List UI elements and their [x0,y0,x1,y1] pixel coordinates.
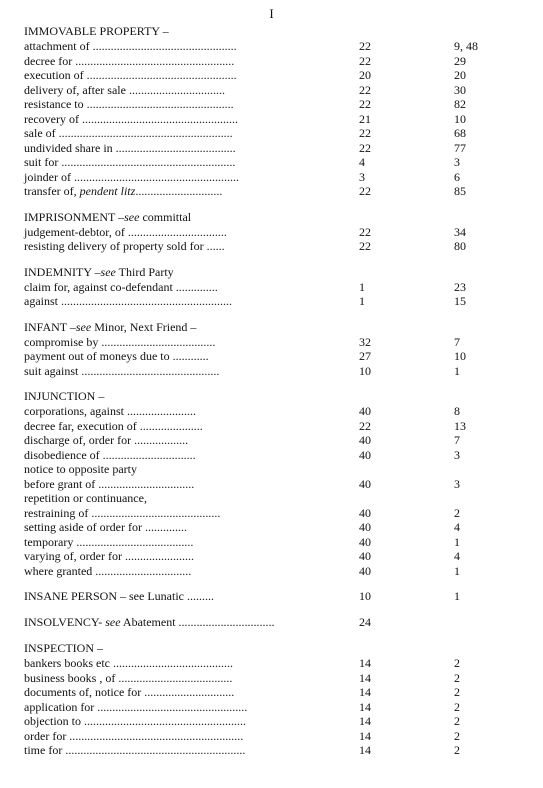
index-entry [24,280,534,295]
entry-chapter-ref: 1 [359,279,365,294]
entry-text: compromise by ...................................... [24,334,216,349]
index-entry [24,520,534,535]
entry-chapter-ref: 22 [359,39,371,53]
index-entry [24,126,534,141]
entry-page-ref: 2 [454,505,460,520]
entry-chapter-ref: 3 [359,169,365,184]
entry-chapter-ref: 40 [359,433,371,447]
index-entry [24,225,534,240]
entry-chapter-ref: 14 [359,699,371,714]
entry-page-ref: 2 [454,685,460,699]
index-entry [24,743,534,758]
section-heading: IMPRISONMENT –see committal [24,209,192,224]
entry-text: objection to ...................................................... [24,714,246,728]
entry-page-ref: 2 [454,743,460,757]
entry-page-ref: 80 [454,239,466,253]
entry-chapter-ref: 10 [359,363,371,378]
index-entry [24,714,534,729]
entry-chapter-ref: 22 [359,184,371,198]
index-entry [24,477,534,492]
index-entry [24,335,534,350]
entry-text: decree far, execution of ..................... [24,418,203,433]
index-section [24,615,534,630]
entry-text: order for .......................................................... [24,728,244,743]
heading-page-ref: 1 [454,589,460,603]
entry-text: suit against .............................................. [24,363,220,378]
index-entry [24,685,534,700]
index-section [24,589,534,604]
page-letter: I [269,6,274,21]
entry-chapter-ref: 27 [359,349,371,363]
heading-chapter-ref: 10 [359,589,371,603]
entry-text: before grant of ................................ [24,476,195,491]
entry-page-ref: 7 [454,433,460,447]
index-section [24,641,534,758]
entry-text: claim for, against co-defendant .............. [24,279,218,294]
entry-text: where granted ................................ [24,563,192,578]
index-entry [24,433,534,448]
index-entry [24,83,534,98]
index-entry [24,364,534,379]
entry-page-ref: 1 [454,363,460,378]
entry-text: disobedience of ............................... [24,447,196,462]
entry-page-ref: 3 [454,476,460,491]
entry-page-ref: 4 [454,520,460,534]
entry-text: suit for .......................................................... [24,155,236,169]
entry-page-ref: 77 [454,140,466,155]
entry-text: business books , of ...................................... [24,670,233,685]
section-heading: INDEMNITY –see Third Party [24,264,174,279]
index-entry [24,68,534,83]
entry-chapter-ref: 20 [359,68,371,82]
index-entry [24,656,534,671]
entry-page-ref: 10 [454,349,466,363]
entry-chapter-ref: 40 [359,563,371,578]
entry-text: repetition or continuance, [24,491,147,505]
entry-page-ref: 15 [454,294,466,308]
index-entry [24,506,534,521]
section-heading: INFANT –see Minor, Next Friend – [24,319,197,334]
entry-page-ref: 2 [454,699,460,714]
entry-chapter-ref: 22 [359,418,371,433]
index-entry [24,491,534,506]
entry-text: resisting delivery of property sold for ...... [24,239,225,253]
entry-text: varying of, order for ....................... [24,549,194,563]
entry-page-ref: 34 [454,224,466,239]
entry-chapter-ref: 22 [359,53,371,68]
index-entry [24,535,534,550]
entry-text: application for .................................................. [24,699,248,714]
index-entry [24,97,534,112]
section-heading-row [24,265,534,280]
section-heading-row [24,641,534,656]
entry-chapter-ref: 32 [359,334,371,349]
entry-text: discharge of, order for .................. [24,433,189,447]
entry-page-ref: 2 [454,714,460,728]
entry-page-ref: 2 [454,728,460,743]
index-entry [24,155,534,170]
index-section [24,389,534,578]
entry-page-ref: 1 [454,534,460,549]
entry-page-ref: 68 [454,126,466,140]
entry-text: undivided share in ........................................ [24,140,236,155]
entry-text: resistance to ................................................. [24,97,234,111]
entry-text: decree for ..................................................... [24,53,235,68]
entry-page-ref: 23 [454,279,466,294]
index-entry [24,404,534,419]
entry-chapter-ref: 40 [359,505,371,520]
entry-chapter-ref: 22 [359,239,371,253]
entry-page-ref: 3 [454,155,460,169]
heading-chapter-ref: 24 [359,615,371,629]
entry-page-ref: 10 [454,111,466,126]
entry-page-ref: 9, 48 [454,39,478,53]
entry-chapter-ref: 40 [359,476,371,491]
index-entry [24,170,534,185]
entry-text: attachment of ................................................ [24,39,237,53]
section-heading-row [24,320,534,335]
section-heading: INSOLVENCY- see Abatement ................................ [24,615,275,629]
entry-chapter-ref: 40 [359,534,371,549]
entry-text: corporations, against ....................... [24,404,196,418]
section-heading-row [24,24,534,39]
entry-text: delivery of, after sale ................................ [24,82,225,97]
entry-text: against ......................................................... [24,294,232,308]
entry-chapter-ref: 21 [359,111,371,126]
entry-page-ref: 1 [454,563,460,578]
entry-text: bankers books etc ........................................ [24,656,233,670]
entry-page-ref: 82 [454,97,466,111]
entry-text: judgement-debtor, of ................................. [24,224,227,239]
entry-page-ref: 20 [454,68,466,82]
entry-chapter-ref: 14 [359,714,371,728]
index-section [24,24,534,199]
section-heading: INSPECTION – [24,641,104,655]
index-entry [24,239,534,254]
entry-text: documents of, notice for .............................. [24,685,235,699]
entry-text: payment out of moneys due to ............ [24,349,209,363]
entry-page-ref: 2 [454,670,460,685]
entry-chapter-ref: 14 [359,728,371,743]
entry-chapter-ref: 14 [359,743,371,757]
entry-chapter-ref: 22 [359,97,371,111]
entry-chapter-ref: 14 [359,670,371,685]
entry-chapter-ref: 22 [359,140,371,155]
entry-chapter-ref: 22 [359,82,371,97]
section-heading: INJUNCTION – [24,389,105,403]
section-heading-row [24,589,534,604]
entry-text: setting aside of order for .............. [24,520,187,534]
entry-chapter-ref: 14 [359,656,371,670]
index-entry [24,671,534,686]
entry-text: joinder of ....................................................... [24,169,239,184]
entry-page-ref: 7 [454,334,460,349]
index-entry [24,448,534,463]
index-entry [24,54,534,69]
entry-page-ref: 8 [454,404,460,418]
section-heading: IMMOVABLE PROPERTY – [24,24,169,38]
section-heading-row [24,210,534,225]
index-entry [24,700,534,715]
section-heading-row [24,615,534,630]
index-entry [24,549,534,564]
section-heading: INSANE PERSON – see Lunatic ......... [24,589,214,603]
entry-text: execution of .................................................. [24,68,237,82]
entry-page-ref: 85 [454,184,466,198]
index-section [24,265,534,309]
entry-chapter-ref: 4 [359,155,365,169]
index-entry [24,729,534,744]
entry-chapter-ref: 40 [359,447,371,462]
index-entry [24,349,534,364]
entry-chapter-ref: 40 [359,549,371,563]
entry-chapter-ref: 40 [359,404,371,418]
index-section [24,210,534,254]
index-entry [24,294,534,309]
entry-text: time for ............................................................ [24,743,246,757]
section-heading-row [24,389,534,404]
index-entry [24,419,534,434]
entry-chapter-ref: 22 [359,224,371,239]
index-entry [24,564,534,579]
index-entry [24,462,534,477]
entry-page-ref: 4 [454,549,460,563]
index-entry [24,39,534,54]
entry-page-ref: 6 [454,169,460,184]
entry-chapter-ref: 40 [359,520,371,534]
entry-page-ref: 13 [454,418,466,433]
entry-page-ref: 29 [454,53,466,68]
entry-text: recovery of .................................................... [24,111,238,126]
index-entry [24,112,534,127]
entry-text: temporary ....................................... [24,534,194,549]
entry-text: restraining of ........................................... [24,505,221,520]
entry-text: sale of .......................................................... [24,126,233,140]
index-entry [24,184,534,199]
entry-text: transfer of, pendent litz............................. [24,184,223,198]
entry-chapter-ref: 22 [359,126,371,140]
entry-chapter-ref: 1 [359,294,365,308]
index-list [24,24,534,769]
entry-page-ref: 3 [454,447,460,462]
entry-chapter-ref: 14 [359,685,371,699]
index-section [24,320,534,379]
entry-text: notice to opposite party [24,462,137,476]
entry-page-ref: 30 [454,82,466,97]
entry-page-ref: 2 [454,656,460,670]
index-entry [24,141,534,156]
